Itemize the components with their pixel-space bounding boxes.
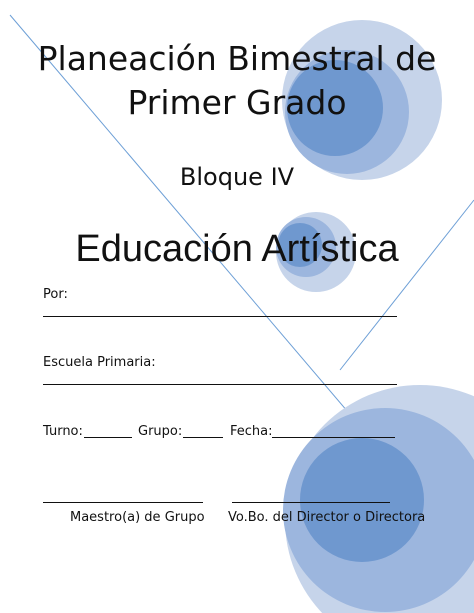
diagonal-line	[340, 200, 474, 370]
grupo-label: Grupo:	[138, 424, 183, 439]
document-title-line2: Primer Grado	[127, 83, 347, 122]
grupo-line[interactable]	[183, 437, 223, 438]
teacher-signature-label: Maestro(a) de Grupo	[70, 510, 205, 525]
circle-core	[300, 438, 424, 562]
fecha-label: Fecha:	[230, 424, 273, 439]
block-heading: Bloque IV	[179, 163, 295, 191]
subject-heading: Educación Artística	[75, 228, 399, 270]
por-line[interactable]	[43, 316, 397, 317]
school-line[interactable]	[43, 384, 397, 385]
director-signature-label: Vo.Bo. del Director o Directora	[228, 510, 426, 525]
fecha-line[interactable]	[272, 437, 395, 438]
school-label: Escuela Primaria:	[43, 355, 156, 370]
turno-line[interactable]	[84, 437, 132, 438]
teacher-signature-line[interactable]	[43, 502, 203, 503]
por-label: Por:	[43, 287, 68, 302]
document-title-line1: Planeación Bimestral de	[37, 39, 437, 78]
director-signature-line[interactable]	[232, 502, 390, 503]
turno-label: Turno:	[43, 424, 83, 439]
